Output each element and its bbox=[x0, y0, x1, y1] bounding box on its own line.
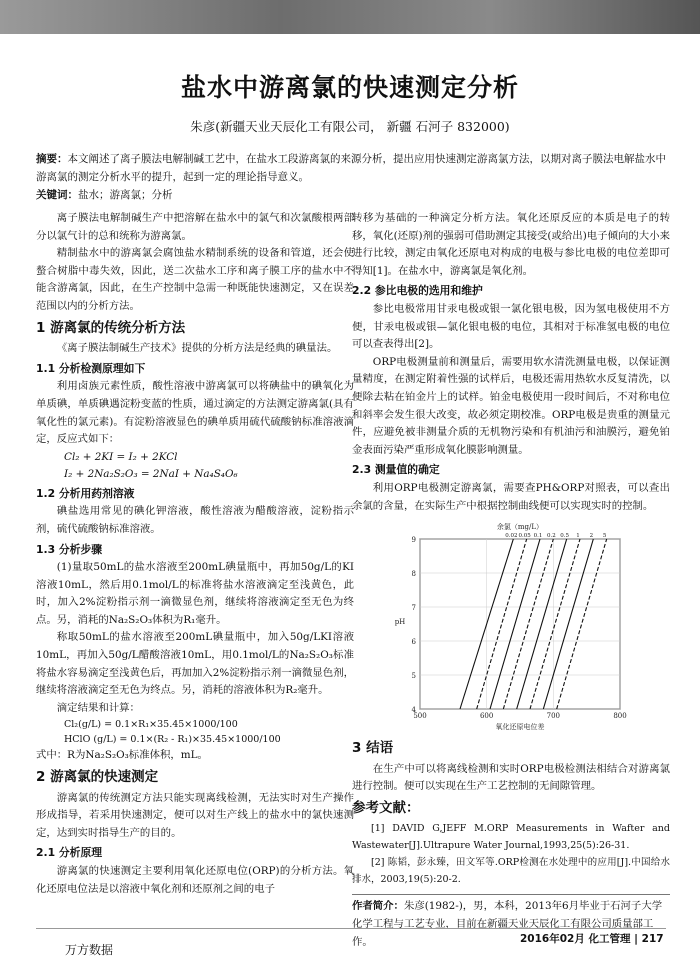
subsection-heading: 1.2 分析用药剂溶液 bbox=[36, 486, 135, 500]
paragraph: 碘盐选用常见的碘化钾溶液，酸性溶液为醋酸溶液，淀粉指示剂，硫代硫酸钠标准溶液。 bbox=[36, 505, 354, 535]
orp-chart-svg bbox=[392, 521, 632, 736]
header-banner bbox=[0, 0, 700, 34]
left-column bbox=[36, 210, 354, 898]
series-label: 2 bbox=[589, 533, 594, 540]
chart-title: 余氯（mg/L） bbox=[496, 523, 544, 532]
author-line: 朱彦(新疆天业天辰化工有限公司， 新疆 石河子 832000) bbox=[190, 119, 510, 134]
subsection-heading: 1.3 分析步骤 bbox=[36, 542, 103, 556]
subsection-heading: 1.1 分析检测原理如下 bbox=[36, 361, 146, 375]
paragraph: 游离氯的传统测定方法只能实现离线检测，无法实时对生产操作形成指导，若采用快速测定，便可以对生产线上的盐水中的氯快速测定，达到实时指导生产的目的。 bbox=[36, 791, 354, 839]
paragraph: 离子膜法电解制碱生产中把溶解在盐水中的氯气和次氯酸根两部分以氯气计的总和统称为游离氯。 bbox=[36, 212, 354, 242]
series-label: 1 bbox=[576, 533, 580, 540]
subsection-heading: 2.2 参比电极的选用和维护 bbox=[352, 284, 483, 298]
y-tick-label: 5 bbox=[411, 672, 416, 681]
abstract bbox=[36, 150, 666, 186]
abstract-text: 本文阐述了离子膜法电解制碱工艺中，在盐水工段游离氯的来源分析，提出应用快速测定游离氯方法，以期对离子膜法电解盐水中游离氯的测定分析水平的提升，起到一定的理论指导意义。 bbox=[36, 153, 666, 183]
y-tick-label: 8 bbox=[411, 570, 416, 579]
x-tick-label: 600 bbox=[479, 712, 494, 721]
keywords-label: 关键词： bbox=[36, 189, 78, 201]
equation: Cl₂ + 2KI = I₂ + 2KCl bbox=[64, 450, 178, 463]
footer-page-info: 2016年02月 化工管理 | 217 bbox=[520, 933, 664, 945]
y-tick-label: 6 bbox=[411, 638, 416, 647]
paragraph: 参比电极常用甘汞电极或银一氯化银电极，因为氢电极使用不方便，甘汞电极或银—氯化银电极的电位，其相对于标准氢电极的电位可以查表得出[2]。 bbox=[352, 302, 670, 351]
reference-item: [2] 陈韬，彭永臻，田文军等.ORP检测在水处理中的应用[J].中国给水排水，2003,19(5):20-2. bbox=[352, 857, 670, 886]
paragraph: 《离子膜法制碱生产技术》提供的分析方法是经典的碘量法。 bbox=[56, 342, 338, 355]
x-tick-label: 500 bbox=[413, 712, 427, 721]
references-heading: 参考文献： bbox=[352, 799, 420, 816]
paragraph: 式中：R为Na₂S₂O₃标准体积，mL。 bbox=[36, 749, 208, 762]
y-tick-label: 7 bbox=[411, 604, 416, 613]
paragraph: 利用卤族元素性质，酸性溶液中游离氯可以将碘盐中的碘氧化为单质碘，单质碘遇淀粉变蓝的性质，通过滴定的方法测定游离氯(具有氧化性的氯元素)。有淀粉溶液显色的碘单质用硫代硫酸钠标准溶液滴定，反应式如下： bbox=[36, 380, 354, 446]
paragraph: (1)量取50mL的盐水溶液至200mL碘量瓶中，再加50g/L的KI溶液10mL，然后用0.1mol/L的标准将盐水溶液滴定至浅黄色，此时，加入2%淀粉指示剂一滴微显色剂，继续将溶液滴定至无色为终点。另，消耗的Na₂S₂O₃体积为R₁毫升。 bbox=[36, 561, 354, 626]
plot-frame bbox=[420, 539, 620, 709]
paragraph: ORP电极测量前和测量后，需要用软水清洗测量电极，以保证测量精度，在测定附着性强的试样后，电极还需用热软水反复清洗，以便除去粘在铂金片上的试样。铂金电极使用一段时间后，不对称电位和斜率会发生很大改变，故必须定期校准。ORP电极是贵重的测量元件，应避免被非测量介质的无机物污染和有机油污和油膜污，避免铂金表面污染严重形成氧化膜影响测量。 bbox=[352, 355, 670, 456]
author-intro-text: 朱彦(1982-)，男，本科，2013年6月毕业于石河子大学化学工程与工艺专业，目前在新疆天业天辰化工有限公司质量部工作。 bbox=[352, 900, 663, 948]
series-label: 0.5 bbox=[560, 533, 570, 540]
series-label: 5 bbox=[602, 533, 607, 540]
y-tick-label: 4 bbox=[411, 706, 416, 715]
abstract-label: 摘要： bbox=[36, 153, 68, 165]
subsection-heading: 2.1 分析原理 bbox=[36, 846, 103, 860]
paragraph: 利用ORP电极测定游离氯，需要查PH&ORP对照表，可以查出余氯的含量，在实际生产中根据控制曲线便可以实现实时的控制。 bbox=[352, 481, 670, 512]
section-heading: 3 结语 bbox=[352, 740, 394, 757]
equation: I₂ + 2Na₂S₂O₃ = 2NaI + Na₄S₄O₆ bbox=[64, 467, 238, 480]
section-heading: 2 游离氯的快速测定 bbox=[36, 769, 159, 786]
y-tick-label: 9 bbox=[411, 536, 416, 545]
footer-rule bbox=[36, 928, 666, 929]
y-axis-label: pH bbox=[394, 618, 406, 627]
x-tick-label: 700 bbox=[546, 712, 561, 721]
paragraph: 转移为基础的一种滴定分析方法。氧化还原反应的本质是电子的转移，氧化(还原)剂的强弱可借助测定其接受(或给出)电子倾向的大小来进行比较，测定由氧化还原电对构成的电极与参比电极的电位差即可得知[1]。在盐水中，游离氯是氧化剂。 bbox=[352, 212, 670, 277]
orp-chart bbox=[392, 521, 632, 736]
series-label: 0.05 bbox=[518, 533, 531, 540]
paragraph: 称取50mL的盐水溶液至200mL碘量瓶中，加入50g/LKI溶液10mL，再加入50g/L醋酸溶液10mL，用0.1mol/L的Na₂S₂O₃标准将盐水容易滴定至浅黄色后，再加加入2%淀粉指示剂一滴微显色剂，继续将溶液滴定至无色为终点。另，消耗的溶液体积为R₂毫升。 bbox=[36, 631, 354, 697]
author-intro-label: 作者简介： bbox=[352, 900, 404, 913]
section-heading: 1 游离氯的传统分析方法 bbox=[36, 319, 186, 336]
keywords bbox=[36, 187, 666, 202]
x-tick-label: 800 bbox=[613, 712, 627, 721]
paragraph: 游离氯的快速测定主要利用氧化还原电位(ORP)的分析方法。氧化还原电位法是以溶液中氧化剂和还原剂之间的电子 bbox=[36, 865, 354, 895]
paragraph: 精制盐水中的游离氯会腐蚀盐水精制系统的设备和管道，还会使螯合树脂中毒失效，因此，送二次盐水工序和离子膜工序的盐水中不能含游离氯，因此，在生产控制中急需一种既能快速测定，又在误差范围以内的分析方法。 bbox=[36, 247, 354, 312]
paragraph: 在生产中可以将离线检测和实时ORP电极检测法相结合对游离氯进行控制。便可以实现在生产工艺控制的无间隙管理。 bbox=[352, 762, 670, 793]
equation: Cl₂(g/L) = 0.1×R₁×35.45×1000/100 bbox=[64, 719, 238, 731]
reference-item: [1] DAVID G,JEFF M.ORP Measurements in Wafter and Wastewater[J].Ultrapure Water Journal,1993,25(5):26-31. bbox=[352, 823, 670, 852]
paper-title: 盐水中游离氯的快速测定分析 bbox=[180, 73, 519, 102]
series-label: 0.02 bbox=[505, 533, 518, 540]
subsection-heading: 2.3 测量值的确定 bbox=[352, 463, 440, 477]
equation: HClO (g/L) = 0.1×(R₂ - R₁)×35.45×1000/100 bbox=[64, 734, 281, 746]
x-axis-label: 氧化还原电位差 bbox=[495, 723, 545, 732]
series-label: 0.1 bbox=[533, 533, 543, 540]
right-column bbox=[352, 210, 670, 951]
series-label: 0.2 bbox=[546, 533, 556, 540]
footer-watermark: 万方数据 bbox=[65, 943, 114, 957]
paragraph: 滴定结果和计算： bbox=[56, 701, 140, 714]
keywords-text: 盐水；游离氯；分析 bbox=[78, 189, 173, 201]
